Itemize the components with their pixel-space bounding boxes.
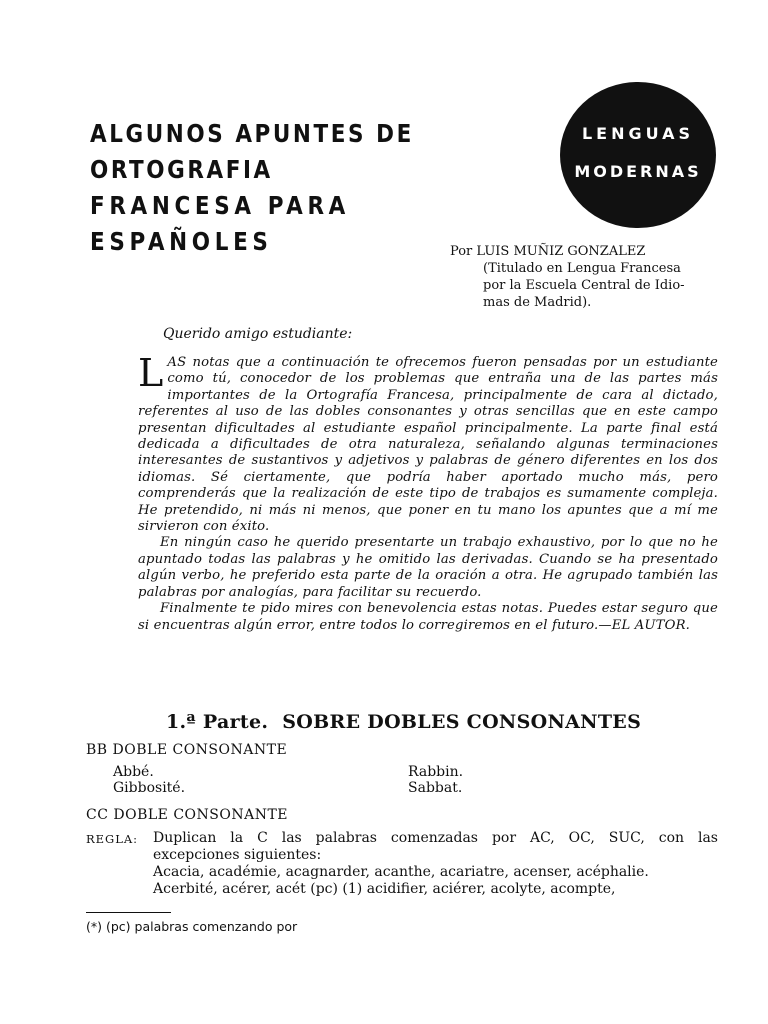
byline-author: Por LUIS MUÑIZ GONZALEZ	[450, 244, 646, 259]
rule-line: Acacia, académie, acagnarder, acanthe, acariatre, acenser, acéphalie.	[153, 864, 649, 880]
byline	[450, 243, 730, 311]
section-badge	[560, 82, 716, 228]
greeting: Querido amigo estudiante:	[163, 326, 353, 342]
bb-heading: BB DOBLE CONSONANTE	[86, 742, 288, 758]
title-line-2: FRANCESA PARA ESPAÑOLES	[90, 191, 350, 256]
title-line-1: ALGUNOS APUNTES DE ORTOGRAFIA	[90, 119, 414, 184]
byline-affiliation-3: mas de Madrid).	[483, 295, 592, 310]
drop-cap: L	[138, 351, 164, 395]
intro-text	[138, 351, 718, 634]
rule-line: Duplican la C las palabras comenzadas por AC, OC, SUC, con las	[153, 830, 718, 846]
badge-line-2: MODERNAS	[574, 162, 702, 181]
bb-words-left	[113, 764, 185, 796]
list-item: Rabbin.	[408, 764, 464, 780]
section-title: SOBRE DOBLES CONSONANTES	[282, 711, 642, 733]
cc-heading: CC DOBLE CONSONANTE	[86, 807, 289, 823]
badge-line-1: LENGUAS	[581, 124, 695, 143]
byline-affiliation-1: (Titulado en Lengua Francesa	[483, 261, 681, 276]
section-part: 1.ª Parte.	[166, 711, 269, 733]
section-heading	[166, 711, 641, 733]
rule-text	[153, 830, 718, 898]
rule-label: REGLA:	[86, 832, 139, 846]
rule-line: Acerbité, acérer, acét (pc) (1) acidifier, aciérer, acolyte, acompte,	[153, 881, 616, 897]
footnote-rule	[86, 912, 171, 913]
list-item: Gibbosité.	[113, 780, 186, 796]
list-item: Abbé.	[113, 764, 154, 780]
intro-paragraph-3: Finalmente te pido mires con benevolencia estas notas. Puedes estar seguro que si encuentras algún error, entre todos lo corregiremos en el futuro.—EL AUTOR.	[138, 601, 718, 633]
article-title	[90, 116, 486, 260]
footnote: (*) (pc) palabras comenzando por	[86, 919, 298, 934]
byline-affiliation-2: por la Escuela Central de Idio-	[483, 278, 685, 293]
intro-paragraph-2: En ningún caso he querido presentarte un trabajo exhaustivo, por lo que no he apuntado todas las palabras y he omitido las derivadas. Cuando se ha presentado algún verbo, he preferido esta parte de la oración a otra. He agrupado también las palabras por analogías, para facilitar su recuerdo.	[138, 535, 718, 600]
bb-words-right	[408, 764, 463, 796]
rule-line: excepciones siguientes:	[153, 847, 322, 863]
list-item: Sabbat.	[408, 780, 463, 796]
intro-paragraph-1: LAS notas que a continuación te ofrecemos fueron pensadas por un estudiante como tú, conocedor de los problemas que entraña una de las partes más importantes de la Ortografía Francesa, principalmente de cara al dictado, referentes al uso de las dobles consonantes y otras sencillas que en este campo presentan dificultades al estudiante español principalmente. La parte final está dedicada a dificultades de otra naturaleza, señalando algunas terminaciones interesantes de sustantivos y adjetivos y palabras de género diferentes en los dos idiomas. Sé ciertamente, que podría haber aportado mucho más, pero comprenderás que la realización de este tipo de trabajos es sumamente compleja. He pretendido, ni más ni menos, que poner en tu mano los apuntes que a mí me sirvieron con éxito.	[138, 351, 718, 535]
